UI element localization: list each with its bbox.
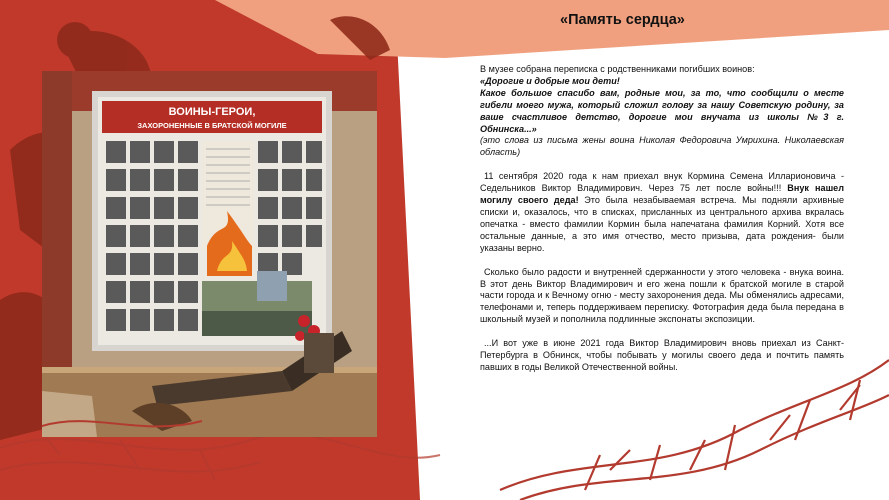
page-title: «Память сердца» bbox=[560, 12, 685, 28]
article-text bbox=[480, 64, 844, 374]
letter-greeting: «Дорогие и добрые мои дети! bbox=[480, 75, 620, 86]
paragraph-1-start: 11 сентября 2020 года к нам приехал внук Кормина Семена Илларионовича - Седельников Виктор Владимирович. Через 75 лет после войны!!! bbox=[480, 171, 844, 194]
poster-heading: ВОИНЫ-ГЕРОИ, bbox=[168, 106, 256, 118]
letter-source: (это слова из письма жены воина Николая Федоровича Умрихина. Николаевская область) bbox=[480, 135, 844, 158]
poster-subheading: ЗАХОРОНЕННЫЕ В БРАТСКОЙ МОГИЛЕ bbox=[137, 121, 287, 130]
letter-body: Какое большое спасибо вам, родные мои, за то, что сообщили о месте гибели моего мужа, который сложил голову за нашу Советскую родину, за ваше счастливое детство, дорогие мои внучата из школы №3 г. Обнинска...» bbox=[480, 87, 844, 134]
paragraph-1 bbox=[480, 171, 844, 254]
paragraph-2: Сколько было радости и внутренней сдержанности у этого человека - внука воина. В этот день Виктор Владимирович и его жена пошли к братской могиле в старой части города и к Вечному огню - месту захоронения деда. Мы обменялись адресами, телефонами и, теперь поддерживаем переписку. Фотография деда была передана в школьный музей и пополнила подлинные экспонаты экспозиции. bbox=[480, 266, 844, 325]
museum-photo bbox=[42, 71, 377, 437]
paragraph-1-end: Это была незабываемая встреча. Мы подняли архивные списки и, оказалось, что в списках, присланных из центрального архива вкралась опечатка - вместо фамилии Кормин была напечатана фамилия Корний. Хотя все остальные данные, а это имя отчество, место призыва, дата рождения- были указаны верно. bbox=[480, 195, 845, 253]
paragraph-3: ...И вот уже в июне 2021 года Виктор Владимирович вновь приехал из Санкт-Петербурга в Обнинск, чтобы побывать у могилы своего деда и почтить память павших в годы Великой Отечественной войны. bbox=[480, 338, 844, 372]
paragraph-1-highlight: Внук нашел могилу своего деда! bbox=[480, 183, 844, 206]
intro-line: В музее собрана переписка с родственниками погибших воинов: bbox=[480, 64, 755, 74]
